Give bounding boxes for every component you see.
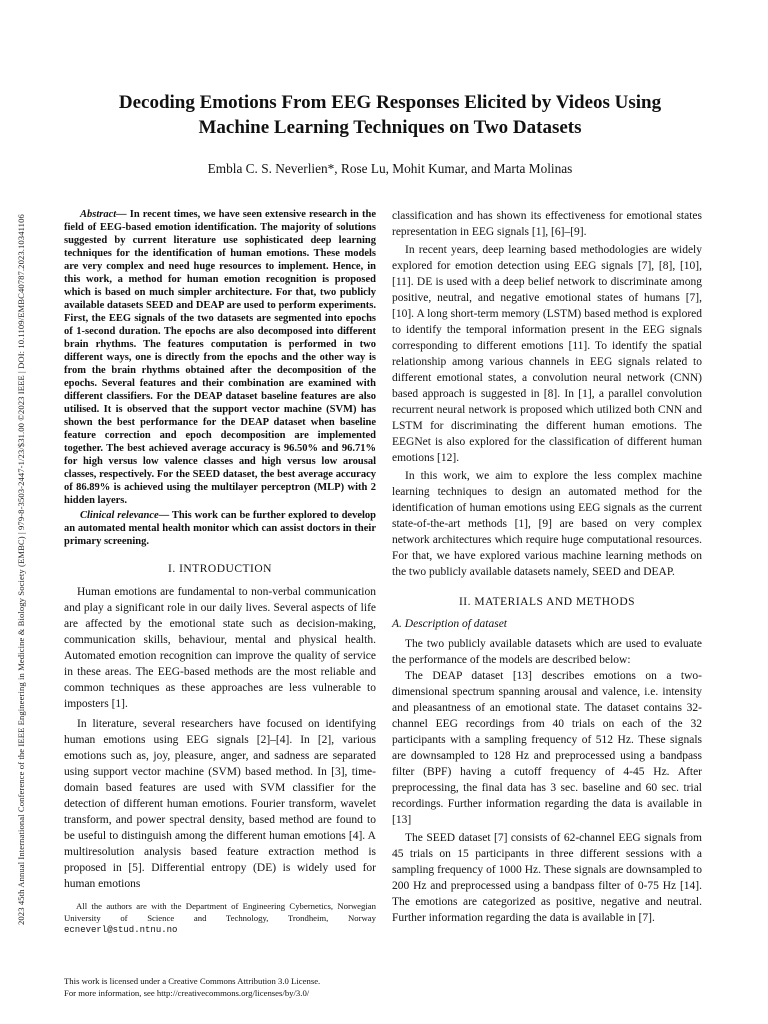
- license-line-2: For more information, see http://creativecommons.org/licenses/by/3.0/: [64, 988, 310, 998]
- dataset-paragraph-intro: The two publicly available datasets which are used to evaluate the performance of the models are described below:: [392, 638, 702, 666]
- paper-title: [70, 90, 710, 140]
- intro-paragraph-1: Human emotions are fundamental to non-verbal communication and play a significant role in our daily lives. Several aspects of life are affected by the emotional state such as decision-making, communication skills, behaviour, mental and physical health. Automated emotion recognition can improve the quality of service in these areas. The EEG-based methods are the most reliable and common techniques as these approaches are less vulnerable to imposters [1].: [64, 586, 376, 710]
- title-line-2: Machine Learning Techniques on Two Datasets: [198, 117, 582, 138]
- dataset-paragraph-deap: The DEAP dataset [13] describes emotions on a two-dimensional spectrum spanning arousal and valence, i.e. intensity and pleasantness of an emotional state. The dataset contains 32-channel EEG recordings from 40 trials on each of the 32 participants with a sampling frequency of 512 Hz. These signals are downsampled to 128 Hz and preprocessed using a bandpass filter (BPF) having a cutoff frequency of 4-45 Hz. After preprocessing, the final data has 3 sec. baseline and 60 sec. trial recordings. Further information regarding the data is available in [13]: [392, 670, 702, 826]
- license-line-1: This work is licensed under a Creative Commons Attribution 3.0 License.: [64, 976, 321, 986]
- body-paragraph-continued: classification and has shown its effectiveness for emotional states representation in EEG signals [1], [6]–[9].: [392, 210, 702, 238]
- author-affiliation-footnote: [64, 901, 376, 937]
- author-list: Embla C. S. Neverlien*, Rose Lu, Mohit Kumar, and Marta Molinas: [207, 161, 573, 176]
- clinical-relevance: [64, 509, 376, 548]
- abstract: [64, 208, 376, 507]
- section-heading-materials-methods: II. MATERIALS AND METHODS: [458, 596, 636, 608]
- right-column: [392, 208, 702, 926]
- abstract-text: In recent times, we have seen extensive research in the field of EEG-based emotion identification. The majority of solutions suggested by current literature use sophisticated deep learning techniques for the identification of human emotions. These models are very complex and need huge resources to implement. Hence, in this work, a method for human emotion recognition is proposed which is based on much simpler architecture. For that, two publicly available datasets SEED and DEAP are used to perform experiments. First, the EEG signals of the two datasets are segmented into epochs of 1-second duration. The epochs are also decomposed into different brain rhythms. The features computation is performed in two different ways, one is directly from the epochs and the other way is from the brain rhythms obtained after the decomposition of the epochs. Several features and their combination are examined with different classifiers. For the DEAP dataset baseline features are also utilised. It is observed that the support vector machine (SVM) has shown the best performance for the DEAP dataset when baseline feature correction and epoch decomposition are implemented together. The best achieved average accuracy is 96.50% and 96.71% for high versus low valence classes and high versus low arousal classes, respectively. For the SEED dataset, the best average accuracy of 86.89% is achieved using the multilayer perceptron (MLP) with 2 hidden layers.: [64, 209, 376, 506]
- body-paragraph-this-work: In this work, we aim to explore the less complex machine learning techniques to design an automated method for the identification of human emotions using EEG signals as the current state-of-the-art methods [1], [9] are based on very complex network architectures which require huge computational resources. For that, we have explored various machine learning methods on the two publicly available datasets namely, SEED and DEAP.: [392, 470, 702, 578]
- doi-sidebar: 2023 45th Annual International Conference of the IEEE Engineering in Medicine & Biology Society (EMBC) | 979-8-3503-2447-1/23/$31.00 ©2023 IEEE | DOI: 10.1109/EMBC40787.2023.10341106: [16, 214, 26, 925]
- section-heading-introduction: I. INTRODUCTION: [168, 563, 272, 575]
- clinical-relevance-text: This work can be further explored to develop an automated mental health monitor which can assist doctors in their primary screening.: [64, 510, 376, 547]
- intro-paragraph-2: In literature, several researchers have focused on identifying human emotions using EEG signals [2]–[4]. In [2], various emotions such as, joy, pleasure, anger, and sadness are separated using support vector machine (SVM) based method. In [3], time-domain based features are used with SVM classifier for the detection of different human emotions. Fourier transform, wavelet transform, and power spectral density, based method are found to be useful to distinguish among the different human emotions [4]. A multiresolution analysis based feature extraction method is proposed in [5]. Differential entropy (DE) is widely used for human emotions: [64, 718, 376, 890]
- footnote-text: All the authors are with the Department of Engineering Cybernetics, Norwegian University of Science and Technology, Trondheim, Norway: [64, 901, 376, 923]
- dataset-paragraph-seed: The SEED dataset [7] consists of 62-channel EEG signals from 45 trials on 15 participants in three different sessions with a sampling frequency of 1000 Hz. These signals are downsampled to 200 Hz and preprocessed using a bandpass filter of 0-75 Hz [14]. The emotions are categorized as positive, negative and neutral. Further information regarding the data is available in [7].: [392, 832, 702, 924]
- license-notice: [64, 975, 464, 999]
- subsection-heading-dataset: A. Description of dataset: [392, 618, 507, 630]
- left-column: [64, 208, 376, 937]
- clinical-relevance-label: Clinical relevance—: [80, 510, 170, 521]
- body-paragraph-deep-learning: In recent years, deep learning based methodologies are widely explored for emotion detection using EEG signals [7], [8], [10], [11]. DE is used with a deep belief network to discriminate among positive, neutral, and negative emotional states of humans [7], [10]. A long short-term memory (LSTM) based method is explored to identify the temporal information present in the EEG signals corresponding to different emotions [11]. To identify the spatial relationship among various channels in EEG signals related to different emotional states, a convolution neural network (CNN) based approach is suggested in [8]. In [1], a parallel convolution recurrent neural network is proposed which utilized both CNN and LSTM for discriminating the different human emotions. The EEGNet is also explored for the classification of different human emotions [12].: [392, 244, 702, 464]
- abstract-label: Abstract—: [80, 209, 127, 220]
- footnote-spacer: [64, 892, 376, 901]
- author-email: ecneverl@stud.ntnu.no: [64, 925, 178, 935]
- title-line-1: Decoding Emotions From EEG Responses Elicited by Videos Using: [118, 92, 662, 113]
